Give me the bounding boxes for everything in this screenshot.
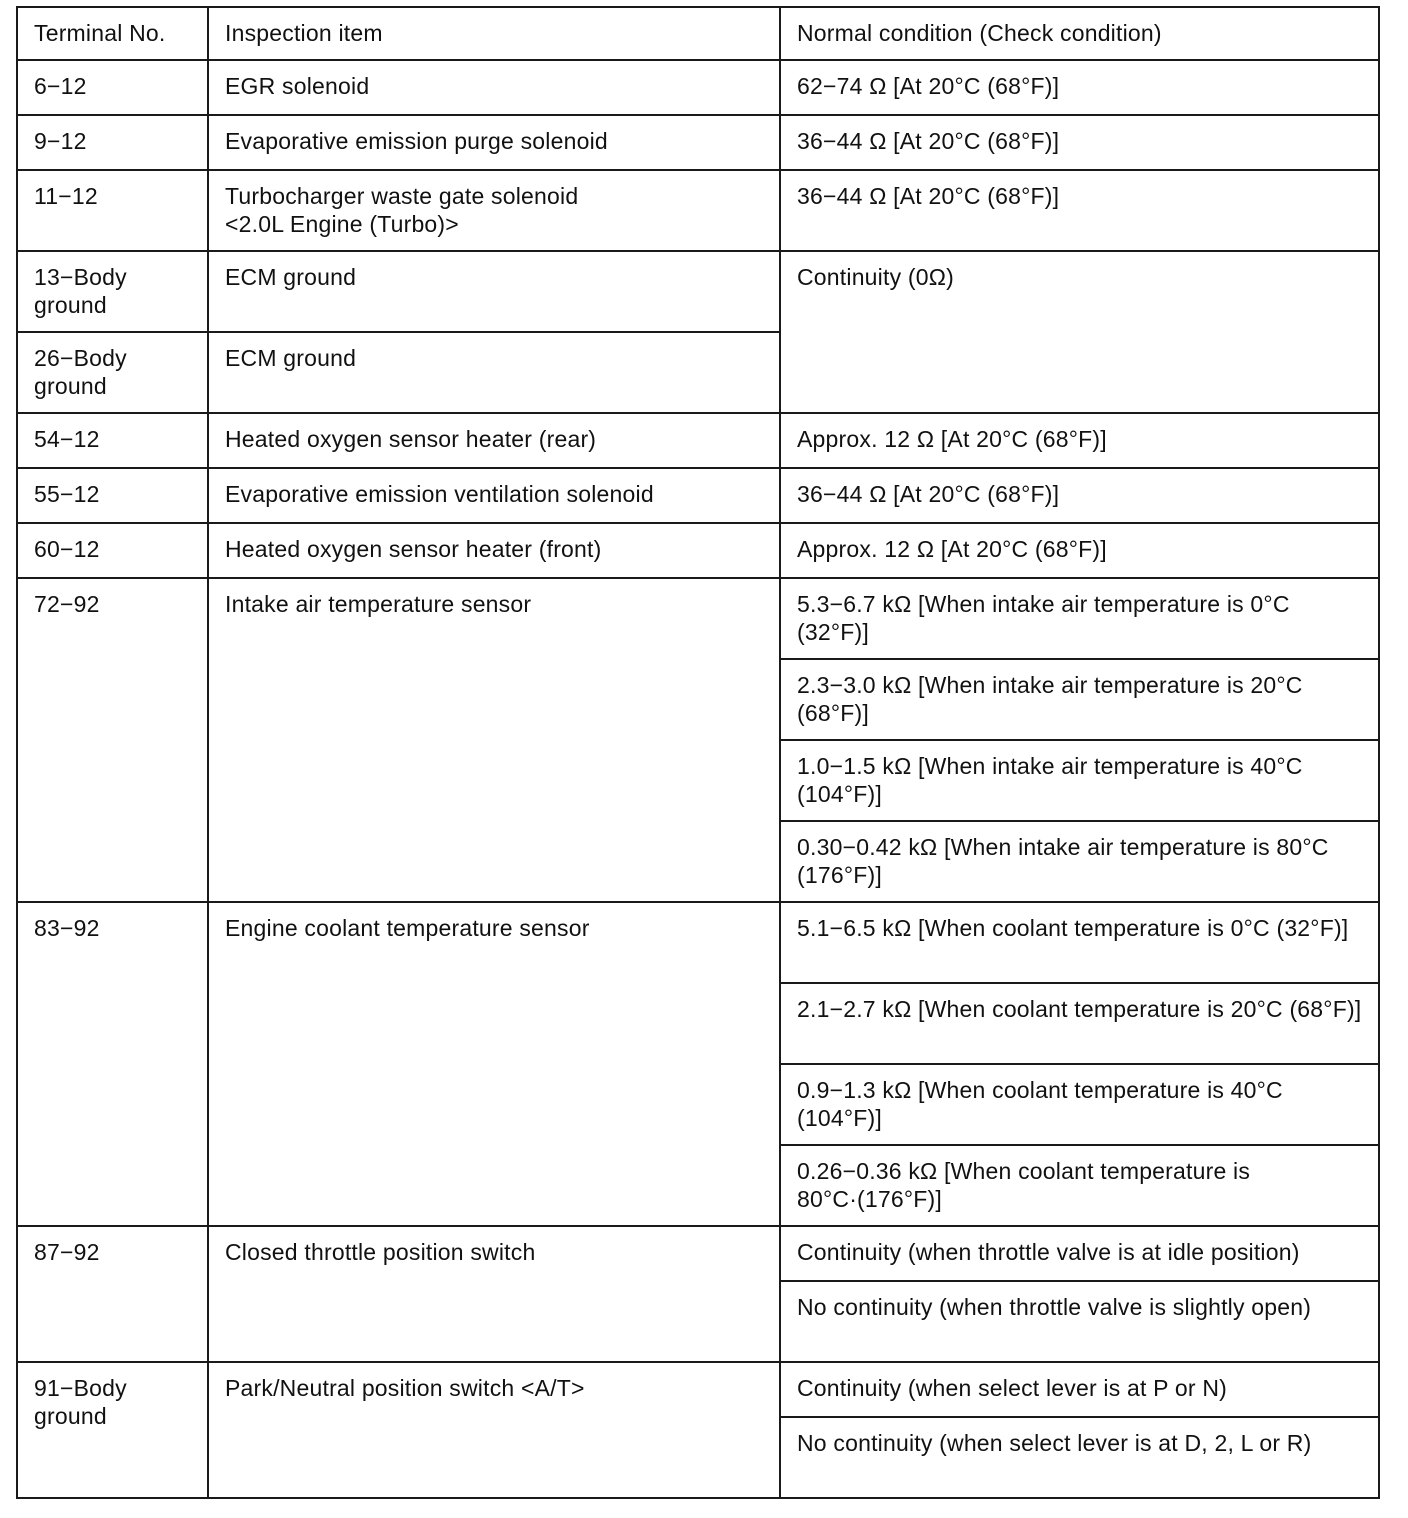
condition-cell: Continuity (when throttle valve is at idle position)	[780, 1226, 1379, 1281]
inspection-table	[16, 6, 1380, 1499]
item-cell: Evaporative emission ventilation solenoid	[208, 468, 780, 523]
condition-cell: Approx. 12 Ω [At 20°C (68°F)]	[780, 523, 1379, 578]
condition-cell: 2.1−2.7 kΩ [When coolant temperature is 20°C (68°F)]	[780, 983, 1379, 1064]
table-row	[17, 523, 1379, 578]
condition-cell: 62−74 Ω [At 20°C (68°F)]	[780, 60, 1379, 115]
terminal-cell: 91−Body ground	[17, 1362, 208, 1498]
condition-cell: 5.3−6.7 kΩ [When intake air temperature is 0°C (32°F)]	[780, 578, 1379, 659]
item-note: <2.0L Engine (Turbo)>	[225, 211, 459, 237]
item-cell: Park/Neutral position switch <A/T>	[208, 1362, 780, 1498]
terminal-cell: 11−12	[17, 170, 208, 251]
table-row	[17, 578, 1379, 659]
inspection-table-container	[16, 6, 1378, 1488]
item-cell: ECM ground	[208, 332, 780, 413]
item-cell: Evaporative emission purge solenoid	[208, 115, 780, 170]
header-normal-condition: Normal condition (Check condition)	[780, 7, 1379, 60]
header-inspection-item: Inspection item	[208, 7, 780, 60]
terminal-cell: 87−92	[17, 1226, 208, 1362]
condition-cell: 5.1−6.5 kΩ [When coolant temperature is 0°C (32°F)]	[780, 902, 1379, 983]
item-cell: Heated oxygen sensor heater (rear)	[208, 413, 780, 468]
terminal-cell: 26−Body ground	[17, 332, 208, 413]
terminal-cell: 72−92	[17, 578, 208, 902]
header-terminal: Terminal No.	[17, 7, 208, 60]
terminal-cell: 54−12	[17, 413, 208, 468]
table-row	[17, 60, 1379, 115]
item-text: Turbocharger waste gate solenoid	[225, 183, 579, 209]
item-cell: EGR solenoid	[208, 60, 780, 115]
item-cell: Engine coolant temperature sensor	[208, 902, 780, 1226]
condition-cell: Continuity (0Ω)	[780, 251, 1379, 413]
table-header-row	[17, 7, 1379, 60]
condition-cell: 0.30−0.42 kΩ [When intake air temperature is 80°C (176°F)]	[780, 821, 1379, 902]
terminal-cell: 83−92	[17, 902, 208, 1226]
condition-cell: Approx. 12 Ω [At 20°C (68°F)]	[780, 413, 1379, 468]
table-row	[17, 902, 1379, 983]
terminal-cell: 60−12	[17, 523, 208, 578]
item-cell: Closed throttle position switch	[208, 1226, 780, 1362]
condition-cell: 36−44 Ω [At 20°C (68°F)]	[780, 115, 1379, 170]
condition-cell: 2.3−3.0 kΩ [When intake air temperature is 20°C (68°F)]	[780, 659, 1379, 740]
condition-cell: 0.26−0.36 kΩ [When coolant temperature is 80°C·(176°F)]	[780, 1145, 1379, 1226]
item-cell: ECM ground	[208, 251, 780, 332]
item-cell	[208, 170, 780, 251]
table-row	[17, 1226, 1379, 1281]
item-cell: Heated oxygen sensor heater (front)	[208, 523, 780, 578]
terminal-cell: 6−12	[17, 60, 208, 115]
condition-cell: No continuity (when throttle valve is slightly open)	[780, 1281, 1379, 1362]
table-row	[17, 413, 1379, 468]
item-cell: Intake air temperature sensor	[208, 578, 780, 902]
terminal-cell: 55−12	[17, 468, 208, 523]
table-row	[17, 251, 1379, 332]
table-row	[17, 1362, 1379, 1417]
table-row	[17, 170, 1379, 251]
table-row	[17, 115, 1379, 170]
terminal-cell: 13−Body ground	[17, 251, 208, 332]
condition-cell: 36−44 Ω [At 20°C (68°F)]	[780, 468, 1379, 523]
table-row	[17, 468, 1379, 523]
terminal-cell: 9−12	[17, 115, 208, 170]
condition-cell: Continuity (when select lever is at P or N)	[780, 1362, 1379, 1417]
condition-cell: No continuity (when select lever is at D, 2, L or R)	[780, 1417, 1379, 1498]
condition-cell: 0.9−1.3 kΩ [When coolant temperature is 40°C (104°F)]	[780, 1064, 1379, 1145]
condition-cell: 36−44 Ω [At 20°C (68°F)]	[780, 170, 1379, 251]
condition-cell: 1.0−1.5 kΩ [When intake air temperature is 40°C (104°F)]	[780, 740, 1379, 821]
